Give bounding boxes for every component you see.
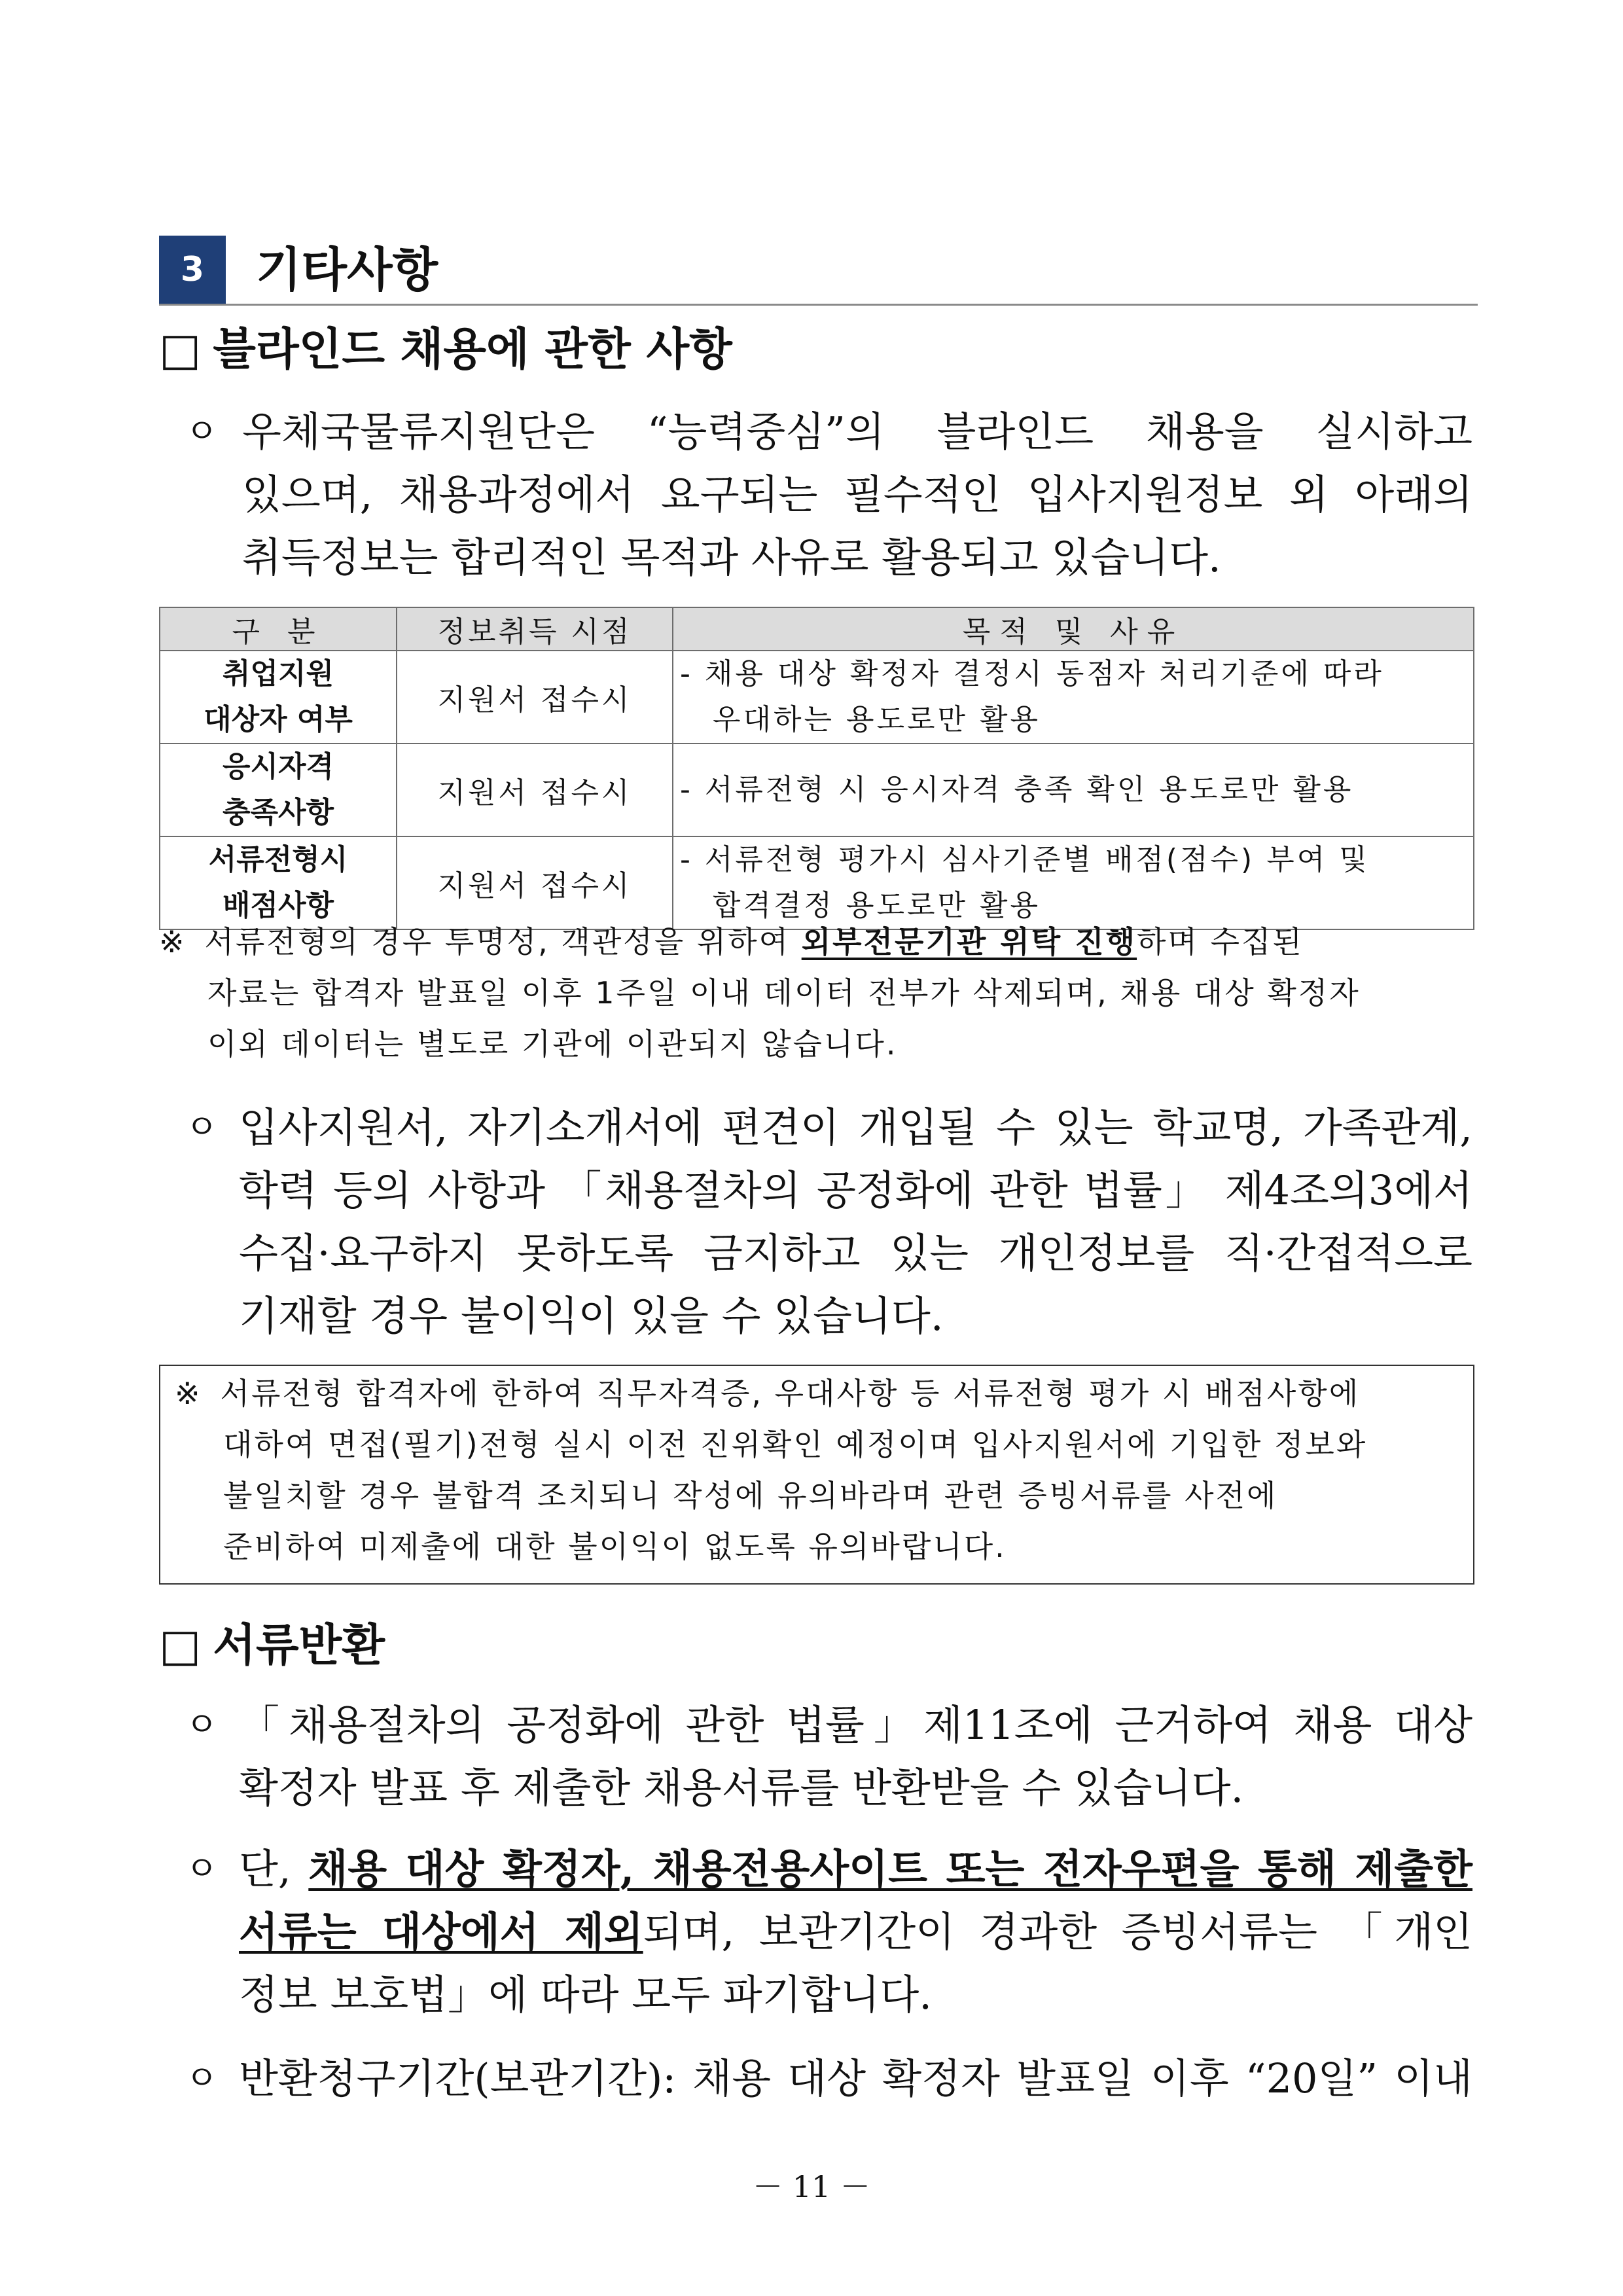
blind-paragraph-2 xyxy=(239,1096,1472,1348)
table-row xyxy=(160,744,1474,836)
header-category: 구 분 xyxy=(160,607,397,651)
row-category: 응시자격 충족사항 xyxy=(160,744,397,836)
table-row xyxy=(160,651,1474,744)
row-reason: - 채용 대상 확정자 결정시 동점자 처리기준에 따라 우대하는 용도로만 활용 xyxy=(673,651,1474,744)
header-reason: 목적 및 사유 xyxy=(673,607,1474,651)
verification-note-box xyxy=(159,1365,1474,1585)
note-mark: ※ xyxy=(159,924,187,960)
underlined-text: 서류는 대상에서 제외 xyxy=(239,1908,643,1956)
text-line: 이외 데이터는 별도로 기관에 이관되지 않습니다. xyxy=(207,1026,898,1062)
text-line: 기재할 경우 불이익이 있을 수 있습니다. xyxy=(239,1292,944,1340)
text-line: 학력 등의 사항과 「채용절차의 공정화에 관한 법률」 제4조의3에서 xyxy=(239,1166,1472,1214)
section-header xyxy=(159,236,1478,306)
note-external-agency: ※ 서류전형의 경우 투명성, 객관성을 위하여 외부전문기관 위탁 진행하며 수집된 자료는 합격자 발표일 이후 1주일 이내 데이터 전부가 삭제되며, 채용 대상 확정자 이외 데이터는 별도로 기관에 이관되지 않습니다. xyxy=(159,916,1478,1069)
verification-note: ※ 서류전형 합격자에 한하여 직무자격증, 우대사항 등 서류전형 평가 시 배점사항에 대하여 면접(필기)전형 실시 이전 진위확인 예정이며 입사지원서에 기입한 정보와 불일치할 경우 불합격 조치되니 작성에 유의바라며 관련 증빙서류를 사전에 준비하여 미제출에 대한 불이익이 없도록 유의바랍니다. xyxy=(175,1368,1464,1572)
table-row xyxy=(160,836,1474,929)
text-line: 확정자 발표 후 제출한 채용서류를 반환받을 수 있습니다. xyxy=(239,1764,1244,1812)
box-symbol: □ xyxy=(159,324,202,376)
blind-hiring-title: 블라인드 채용에 관한 사항 xyxy=(213,324,732,376)
text-line: 있으며, 채용과정에서 요구되는 필수적인 입사지원정보 외 아래의 xyxy=(242,471,1472,518)
note-mark: ※ xyxy=(175,1376,202,1411)
text-line: 취득정보는 합리적인 목적과 사유로 활용되고 있습니다. xyxy=(242,533,1221,581)
info-table xyxy=(159,607,1474,930)
row-time: 지원서 접수시 xyxy=(397,744,673,836)
underlined-text: 채용 대상 확정자, 채용전용사이트 또는 전자우편을 통해 제출한 xyxy=(308,1845,1473,1893)
bullet-icon: ㅇ xyxy=(185,1706,219,1745)
underlined-text: 외부전문기관 위탁 진행 xyxy=(801,924,1137,960)
text-line: 수집·요구하지 못하도록 금지하고 있는 개인정보를 직·간접적으로 xyxy=(239,1229,1472,1277)
text-line: 「채용절차의 공정화에 관한 법률」제11조에 근거하여 채용 대상 xyxy=(239,1701,1472,1749)
document-return-heading xyxy=(159,1617,385,1676)
return-paragraph-3 xyxy=(239,2047,1472,2110)
bullet-icon: ㅇ xyxy=(185,1850,219,1889)
row-category: 취업지원 대상자 여부 xyxy=(160,651,397,744)
text-line: 준비하여 미제출에 대한 불이익이 없도록 유의바랍니다. xyxy=(223,1529,1007,1564)
text-line: 우체국물류지원단은 “능력중심”의 블라인드 채용을 실시하고 xyxy=(242,408,1472,456)
header-time: 정보취득 시점 xyxy=(397,607,673,651)
table-header-row xyxy=(160,607,1474,651)
return-paragraph-2: 단, 채용 대상 확정자, 채용전용사이트 또는 전자우편을 통해 제출한 서류는 대상에서 제외되며, 보관기간이 경과한 증빙서류는 「개인 정보 보호법」에 따라 모두 파기합니다. xyxy=(239,1838,1472,2026)
blind-paragraph-1 xyxy=(242,401,1472,589)
row-time: 지원서 접수시 xyxy=(397,836,673,929)
text-line: 대하여 면접(필기)전형 실시 이전 진위확인 예정이며 입사지원서에 기입한 정보와 xyxy=(223,1427,1368,1462)
text-line: 자료는 합격자 발표일 이후 1주일 이내 데이터 전부가 삭제되며, 채용 대상 확정자 xyxy=(207,975,1361,1011)
text-line: 반환청구기간(보관기간): 채용 대상 확정자 발표일 이후 “20일” 이내 xyxy=(239,2054,1472,2102)
section-title: 기타사항 xyxy=(256,242,438,297)
box-symbol: □ xyxy=(159,1620,202,1672)
row-reason: - 서류전형 평가시 심사기준별 배점(점수) 부여 및 합격결정 용도로만 활용 xyxy=(673,836,1474,929)
page-number: － 11 － xyxy=(753,2169,870,2204)
row-category: 서류전형시 배점사항 xyxy=(160,836,397,929)
row-time: 지원서 접수시 xyxy=(397,651,673,744)
bullet-icon: ㅇ xyxy=(185,412,219,452)
text-line: 불일치할 경우 불합격 조치되니 작성에 유의바라며 관련 증빙서류를 사전에 xyxy=(223,1478,1278,1513)
blind-hiring-heading xyxy=(159,321,732,380)
bullet-icon: ㅇ xyxy=(185,1108,219,1147)
text-line: 입사지원서, 자기소개서에 편견이 개입될 수 있는 학교명, 가족관계, xyxy=(239,1103,1472,1151)
return-paragraph-1 xyxy=(239,1694,1472,1820)
text-line: 정보 보호법」에 따라 모두 파기합니다. xyxy=(239,1971,932,2018)
bullet-icon: ㅇ xyxy=(185,2059,219,2098)
document-return-title: 서류반환 xyxy=(213,1620,385,1672)
row-reason: - 서류전형 시 응시자격 충족 확인 용도로만 활용 xyxy=(673,744,1474,836)
section-number: 3 xyxy=(159,236,226,304)
